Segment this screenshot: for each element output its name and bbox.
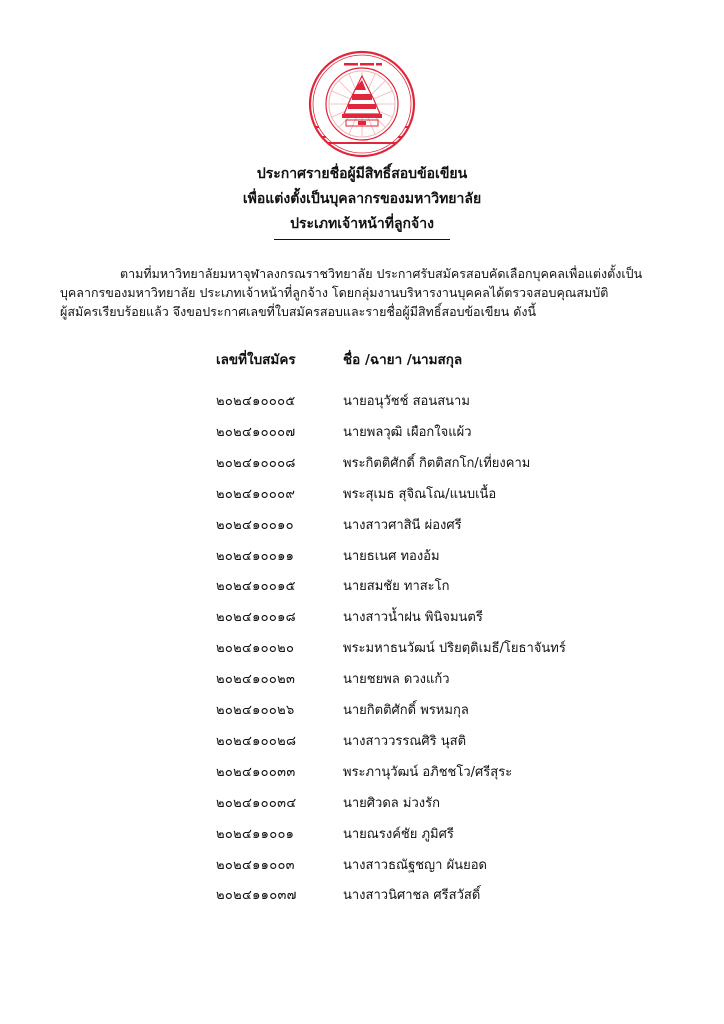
candidate-name: พระภานุวัฒน์ อภิชชโว/ศรีสุระ — [343, 764, 513, 780]
column-header-application-number: เลขที่ใบสมัคร — [216, 352, 296, 368]
announcement-subtitle: เพื่อแต่งตั้งเป็นบุคลากรของมหาวิทยาลัย — [242, 191, 482, 207]
candidate-name: นายศิวดล ม่วงรัก — [343, 795, 440, 811]
table-row — [0, 763, 724, 785]
application-number: ๒๐๒๔๑๐๐๐๕ — [216, 394, 296, 409]
table-row — [0, 639, 724, 661]
table-row — [0, 794, 724, 816]
application-number: ๒๐๒๔๑๐๐๒๓ — [216, 672, 296, 688]
intro-paragraph-line-3: ผู้สมัครเรียบร้อยแล้ว จึงขอประกาศเลขที่ใบสมัครสอบและรายชื่อผู้มีสิทธิ์สอบข้อเขียน ดังนี้ — [60, 304, 536, 319]
table-row — [0, 547, 724, 569]
candidate-name: นายสมชัย ทาสะโก — [343, 579, 450, 595]
application-number: ๒๐๒๔๑๐๐๑๑ — [216, 548, 295, 564]
table-row — [0, 856, 724, 878]
application-number: ๒๐๒๔๑๐๐๑๕ — [216, 579, 296, 595]
candidate-name: นายพลวุฒิ เผือกใจแผ้ว — [343, 424, 472, 440]
application-number: ๒๐๒๔๑๐๐๒๘ — [216, 733, 297, 749]
candidate-name: นางสาวน้ำฝน พินิจมนตรี — [343, 610, 483, 626]
table-row — [0, 454, 724, 476]
candidate-name: พระกิตติศักดิ์ กิตติสกโก/เที่ยงคาม — [343, 455, 531, 471]
application-number: ๒๐๒๔๑๐๐๒๖ — [216, 703, 295, 718]
candidate-name: พระสุเมธ สุจิณโณ/แนบเนื้อ — [343, 486, 497, 502]
announcement-category: ประเภทเจ้าหน้าที่ลูกจ้าง — [290, 216, 434, 232]
application-number: ๒๐๒๔๑๐๐๒๐ — [216, 641, 295, 657]
application-number: ๒๐๒๔๑๐๐๑๐ — [216, 517, 294, 533]
candidate-name: นายอนุวัชช์ สอนสนาม — [343, 394, 470, 409]
table-row — [0, 732, 724, 754]
candidate-name: นางสาวนิศาชล ศรีสวัสดิ์ — [343, 888, 481, 904]
intro-paragraph-line-2: บุคลากรของมหาวิทยาลัย ประเภทเจ้าหน้าที่ลูกจ้าง โดยกลุ่มงานบริหารงานบุคคลได้ตรวจสอบคุณสมบัติ — [60, 285, 609, 300]
table-row — [0, 701, 724, 723]
university-seal — [308, 50, 416, 158]
candidate-name: พระมหาธนวัฒน์ ปริยตฺติเมธี/โยธาจันทร์ — [343, 641, 566, 657]
table-row — [0, 485, 724, 507]
application-number: ๒๐๒๔๑๐๐๐๗ — [216, 424, 296, 440]
column-header-name: ชื่อ /ฉายา /นามสกุล — [343, 352, 463, 368]
title-underline — [274, 239, 450, 240]
intro-paragraph-line-1: ตามที่มหาวิทยาลัยมหาจุฬาลงกรณราชวิทยาลัย ประกาศรับสมัครสอบคัดเลือกบุคคลเพื่อแต่งตั้งเป็น — [120, 266, 643, 281]
candidate-name: นางสาวธณัฐชญา ผันยอด — [343, 857, 487, 873]
announcement-title: ประกาศรายชื่อผู้มีสิทธิ์สอบข้อเขียน — [256, 166, 468, 182]
application-number: ๒๐๒๔๑๐๐๐๘ — [216, 455, 296, 471]
application-number: ๒๐๒๔๑๑๐๓๗ — [216, 888, 297, 904]
table-row — [0, 886, 724, 908]
table-row — [0, 577, 724, 599]
candidate-name: นางสาววรรณศิริ นุสติ — [343, 733, 467, 749]
application-number: ๒๐๒๔๑๐๐๓๔ — [216, 795, 297, 811]
application-number: ๒๐๒๔๑๑๐๐๑ — [216, 826, 295, 842]
application-number: ๒๐๒๔๑๑๐๐๓ — [216, 857, 295, 873]
table-row — [0, 670, 724, 692]
table-row — [0, 392, 724, 414]
candidate-name: นายชยพล ดวงแก้ว — [343, 672, 450, 688]
candidate-name: นายธเนศ ทองอ้ม — [343, 548, 440, 564]
candidate-name: นางสาวศาสินี ผ่องศรี — [343, 517, 462, 533]
table-row — [0, 608, 724, 630]
table-row — [0, 516, 724, 538]
table-row — [0, 423, 724, 445]
candidate-name: นายกิตติศักดิ์ พรหมกุล — [343, 703, 469, 718]
application-number: ๒๐๒๔๑๐๐๓๓ — [216, 764, 296, 780]
table-row — [0, 825, 724, 847]
candidate-name: นายณรงค์ชัย ภูมิศรี — [343, 826, 454, 842]
application-number: ๒๐๒๔๑๐๐๐๙ — [216, 486, 296, 502]
application-number: ๒๐๒๔๑๐๐๑๘ — [216, 610, 297, 626]
